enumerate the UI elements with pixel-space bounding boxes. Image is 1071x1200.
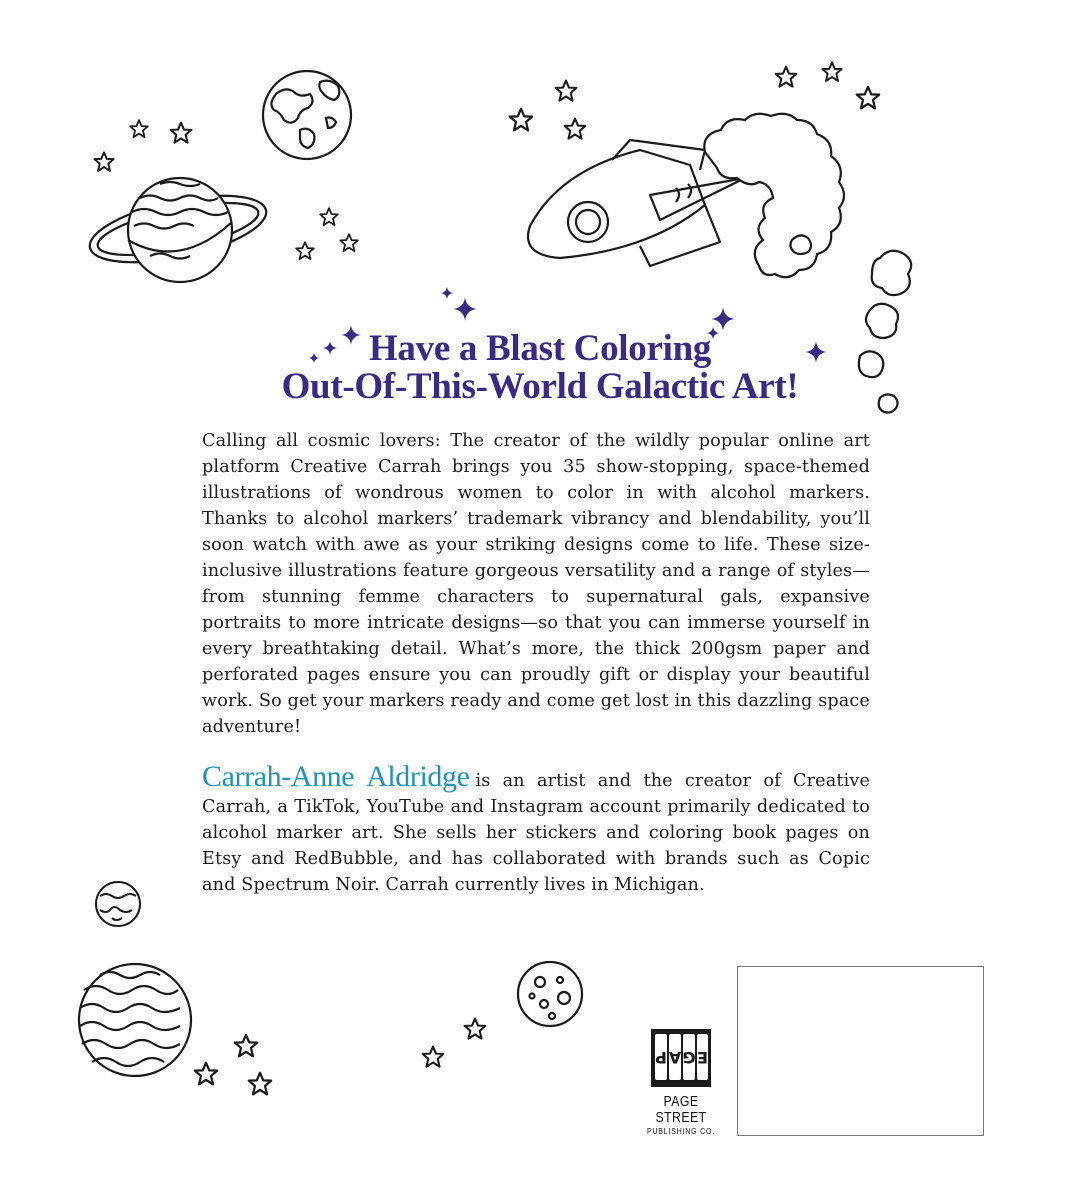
headline-line-2: Out-Of-This-World Galactic Art! xyxy=(281,366,799,407)
earth-planet-icon xyxy=(263,71,351,159)
striped-planet-icon xyxy=(79,964,191,1076)
svg-text:A: A xyxy=(668,1048,682,1067)
svg-text:P: P xyxy=(655,1048,667,1067)
publisher-logo xyxy=(636,1028,726,1136)
author-name: Carrah-Anne Aldridge xyxy=(202,760,470,793)
headline xyxy=(160,330,920,406)
moon-icon xyxy=(518,962,582,1026)
page-street-logo-icon xyxy=(650,1028,712,1088)
publisher-subtitle: PUBLISHING CO. xyxy=(646,1126,716,1136)
barcode-placeholder-box xyxy=(737,966,984,1136)
ringed-planet-icon xyxy=(84,178,272,282)
author-bio-paragraph xyxy=(202,760,870,898)
svg-text:E: E xyxy=(697,1048,708,1067)
book-description: Calling all cosmic lovers: The creator of the wildly popular online art platform Creative Carrah brings you 35 show-stopping, space-themed illustrations of wondrous women to color in with alcohol markers. Thanks to alcohol markers’ trademark vibrancy and blendability, you’ll soon watch with awe as your striking designs come to life. These size-inclusive illustrations feature gorgeous versatility and a range of styles—from stunning femme characters to supernatural gals, expansive portraits to more intricate designs—so that you can immerse yourself in every breathtaking detail. What’s more, the thick 200gsm paper and perforated pages ensure you can proudly gift or display your beautiful work. So get your markers ready and come get lost in this dazzling space adventure! xyxy=(202,431,870,737)
publisher-name: PAGE STREET xyxy=(655,1093,707,1126)
headline-line-1: Have a Blast Coloring xyxy=(368,328,712,369)
svg-text:G: G xyxy=(682,1048,696,1067)
author-bio: is an artist and the creator of Creative Carrah, a TikTok, YouTube and Instagram account primarily dedicated to alcohol marker art. She sells her stickers and coloring book pages on Etsy and RedBubble, and has collaborated with brands such as Copic and Spectrum Noir. Carrah currently lives in Michigan. xyxy=(202,771,870,895)
small-planet-icon xyxy=(96,882,140,926)
